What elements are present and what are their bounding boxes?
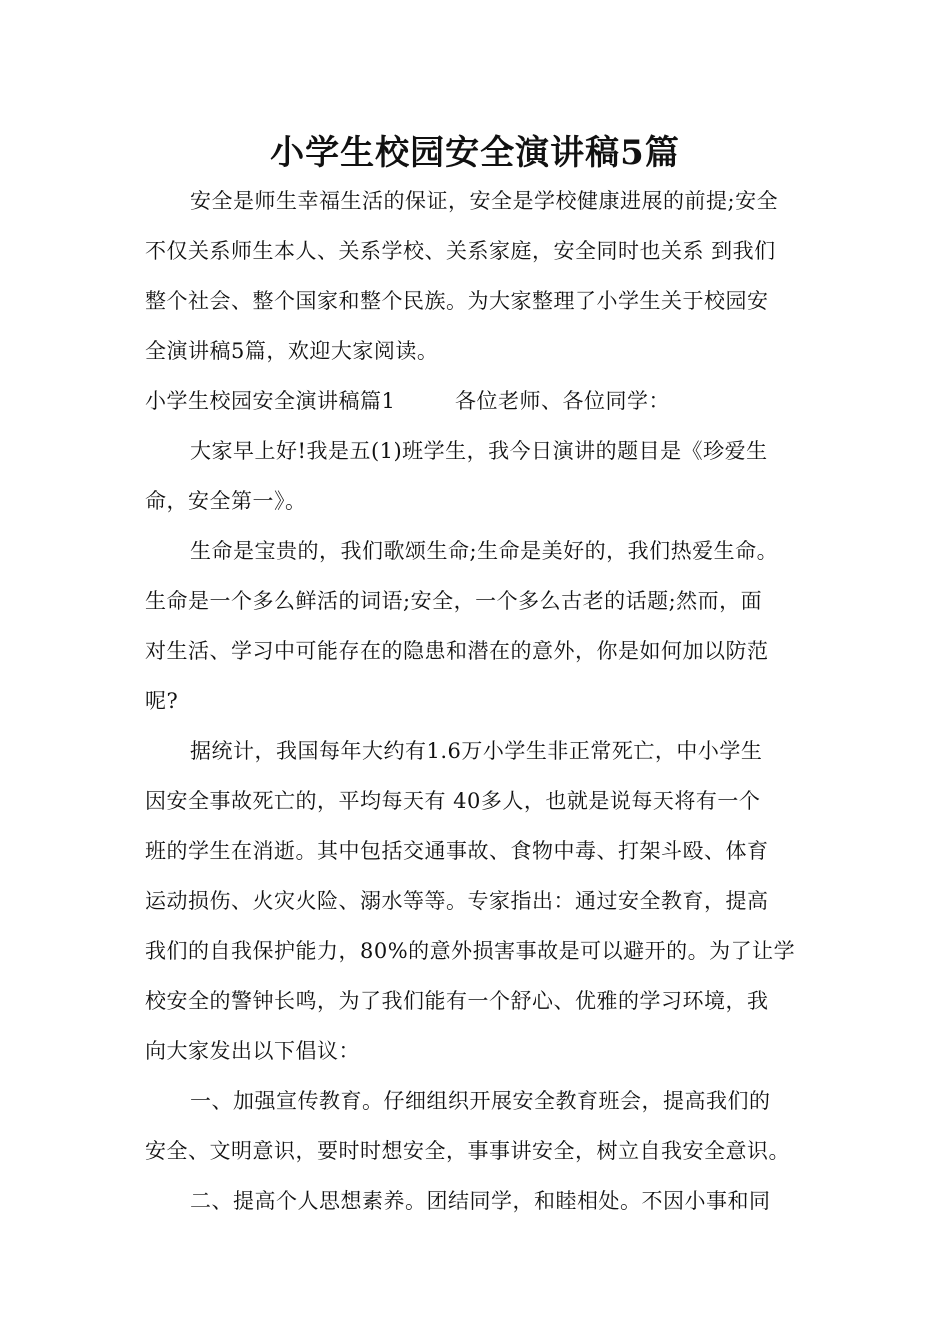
paragraph-line: 呢?	[145, 689, 179, 713]
paragraph-line: 大家早上好!我是五(1)班学生，我今日演讲的题目是《珍爱生	[190, 439, 768, 463]
salutation: 各位老师、各位同学：	[455, 389, 670, 413]
paragraph-line: 生命是一个多么鲜活的词语;安全，一个多么古老的话题;然而，面	[145, 589, 763, 613]
intro-line: 整个社会、整个国家和整个民族。为大家整理了小学生关于校园安	[145, 289, 769, 313]
document-title: 小学生校园安全演讲稿5篇	[270, 133, 680, 173]
paragraph-line: 校安全的警钟长鸣，为了我们能有一个舒心、优雅的学习环境，我	[145, 989, 769, 1013]
paragraph-line: 二、提高个人思想素养。团结同学，和睦相处。不因小事和同	[190, 1189, 771, 1213]
paragraph-line: 因安全事故死亡的，平均每天有 40多人，也就是说每天将有一个	[145, 789, 761, 813]
paragraph-line: 班的学生在消逝。其中包括交通事故、食物中毒、打架斗殴、体育	[145, 839, 769, 863]
intro-line: 不仅关系师生本人、关系学校、关系家庭，安全同时也关系 到我们	[145, 239, 776, 263]
paragraph-line: 我们的自我保护能力，80%的意外损害事故是可以避开的。为了让学	[145, 939, 796, 963]
paragraph-line: 据统计，我国每年大约有1.6万小学生非正常死亡，中小学生	[190, 739, 763, 763]
paragraph-line: 生命是宝贵的，我们歌颂生命;生命是美好的，我们热爱生命。	[190, 539, 779, 563]
intro-line: 全演讲稿5篇，欢迎大家阅读。	[145, 339, 439, 363]
paragraph-line: 向大家发出以下倡议：	[145, 1039, 360, 1063]
paragraph-line: 对生活、学习中可能存在的隐患和潜在的意外，你是如何加以防范	[145, 639, 769, 663]
paragraph-line: 运动损伤、火灾火险、溺水等等。专家指出：通过安全教育，提高	[145, 889, 769, 913]
paragraph-line: 安全、文明意识，要时时想安全，事事讲安全，树立自我安全意识。	[145, 1139, 790, 1163]
section-heading: 小学生校园安全演讲稿篇1	[145, 389, 396, 413]
intro-line: 安全是师生幸福生活的保证，安全是学校健康进展的前提;安全	[190, 189, 779, 213]
paragraph-line: 一、加强宣传教育。仔细组织开展安全教育班会，提高我们的	[190, 1089, 771, 1113]
paragraph-line: 命，安全第一》。	[145, 489, 307, 513]
